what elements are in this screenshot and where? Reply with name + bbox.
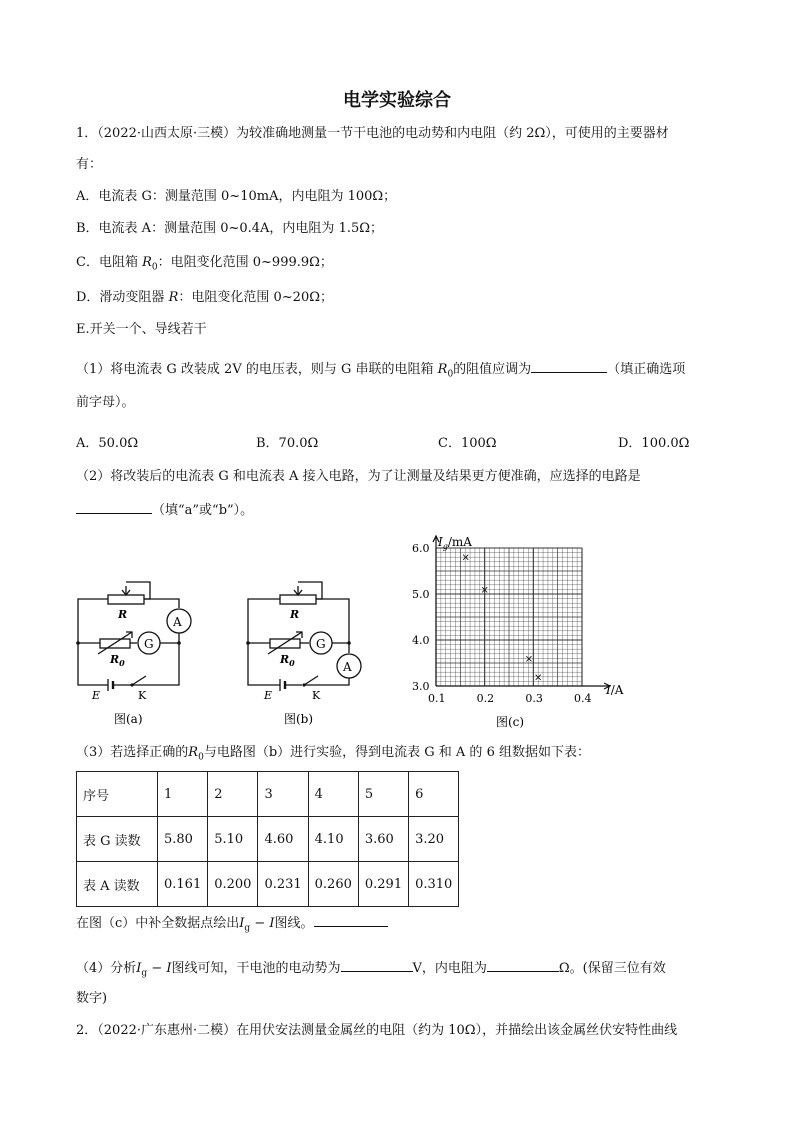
caption-b: 图(b) xyxy=(284,712,314,726)
data-point: × xyxy=(480,584,489,596)
label-ammeter: A xyxy=(343,660,352,674)
table-cell: 5.80 xyxy=(158,817,208,862)
page-title: 电学实验综合 xyxy=(343,90,451,111)
question-part1-line2: 前字母）。 xyxy=(76,395,135,410)
minus-sign: − xyxy=(147,961,167,976)
choice-d[interactable]: D．100.0Ω xyxy=(618,436,690,451)
question-part4-line2: 数字) xyxy=(76,991,108,1006)
table-cell: 0.161 xyxy=(158,862,208,907)
part1-text: （1）将电流表 G 改装成 2V 的电压表，则与 G 串联的电阻箱 xyxy=(76,362,434,377)
caption-c: 图(c) xyxy=(496,715,525,729)
answer-blank-1[interactable] xyxy=(531,359,607,373)
r0-subscript: 0 xyxy=(151,262,158,273)
question-part3b xyxy=(76,913,388,937)
data-point: × xyxy=(534,672,543,684)
r0-symbol: R xyxy=(142,255,152,270)
part3-text: （3）若选择正确的 xyxy=(76,745,189,760)
table-cell: 2 xyxy=(208,772,258,817)
q1-intro-line2: 有： xyxy=(76,157,103,172)
equipment-a: A．电流表 G：测量范围 0~10mA，内电阻为 100Ω； xyxy=(76,189,397,204)
ig-symbol: I xyxy=(136,961,142,976)
y-tick-label: 4.0 xyxy=(412,634,430,647)
caption-a: 图(a) xyxy=(114,712,143,726)
equipment-d-label: D．滑动变阻器 xyxy=(76,290,165,305)
choice-c[interactable]: C．100Ω xyxy=(438,436,497,451)
ig-subscript: g xyxy=(141,968,148,979)
part4-text-post: Ω。(保留三位有效 xyxy=(558,961,666,976)
switch-k xyxy=(304,676,318,685)
table-cell: 4.60 xyxy=(258,817,308,862)
table-cell: 3 xyxy=(258,772,308,817)
answer-blank-3[interactable] xyxy=(314,913,388,927)
table-cell: 0.310 xyxy=(409,862,459,907)
y-tick-label: 3.0 xyxy=(412,680,430,693)
label-galvanometer: G xyxy=(144,637,154,651)
answer-blank-emf[interactable] xyxy=(341,958,413,972)
label-k: K xyxy=(312,689,321,702)
equipment-b: B．电流表 A：测量范围 0~0.4A，内电阻为 1.5Ω； xyxy=(76,221,384,236)
y-axis-label: $I_g/mA$ xyxy=(438,535,472,551)
label-e: E xyxy=(92,689,101,702)
i-symbol: I xyxy=(166,961,172,976)
i-symbol: I xyxy=(269,916,275,931)
data-point: × xyxy=(524,653,534,665)
x-tick-label: 0.1 xyxy=(428,692,446,705)
circuit-diagram-b xyxy=(240,570,370,730)
graph-c xyxy=(400,530,640,730)
r0-symbol: R xyxy=(188,745,199,760)
table-cell: 0.200 xyxy=(208,862,258,907)
label-e: E xyxy=(264,689,273,702)
question-part2-line2 xyxy=(76,500,253,519)
q1-intro-line1: 1．（2022·山西太原·三模）为较准确地测量一节干电池的电动势和内电阻（约 2Ω），可使用的主要器材 xyxy=(76,126,669,141)
minus-sign: − xyxy=(250,916,270,931)
table-row xyxy=(77,817,459,862)
chart-points xyxy=(461,553,542,684)
r0-subscript: 0 xyxy=(447,369,454,380)
part3-text-post: 与电路图（b）进行实验，得到电流表 G 和 A 的 6 组数据如下表： xyxy=(203,745,590,760)
part4-text-mid3: V，内电阻为 xyxy=(412,961,487,976)
table-row-header: 序号 xyxy=(77,772,158,817)
equipment-d-desc: ：电阻变化范围 0~20Ω； xyxy=(178,290,333,305)
data-table xyxy=(76,771,459,907)
question-part1 xyxy=(76,359,685,383)
table-cell: 6 xyxy=(409,772,459,817)
equipment-c-label: C．电阻箱 xyxy=(76,255,138,270)
x-axis-label: I/A xyxy=(606,683,624,697)
part1-text-post: （填正确选项 xyxy=(607,362,686,377)
question-part4 xyxy=(76,958,666,982)
switch-k xyxy=(132,676,146,685)
table-cell: 3.20 xyxy=(409,817,459,862)
x-tick-label: 0.4 xyxy=(574,692,592,705)
label-k: K xyxy=(138,689,147,702)
table-cell: 4.10 xyxy=(308,817,358,862)
x-tick-label: 0.3 xyxy=(525,692,543,705)
table-row xyxy=(77,862,459,907)
y-tick-label: 6.0 xyxy=(412,542,430,555)
r0-subscript: 0 xyxy=(198,752,204,763)
table-cell: 0.231 xyxy=(258,862,308,907)
question-part3 xyxy=(76,745,590,766)
part3b-text: 在图（c）中补全数据点绘出 xyxy=(76,916,240,931)
equipment-c xyxy=(76,255,333,276)
label-r: R xyxy=(118,608,128,621)
choice-b[interactable]: B．70.0Ω xyxy=(256,436,319,451)
question-part2: （2）将改装后的电流表 G 和电流表 A 接入电路，为了让测量及结果更方便准确，应选择的电路是 xyxy=(76,469,641,484)
label-r0: $R_0$ xyxy=(280,653,295,668)
ig-symbol: I xyxy=(239,916,245,931)
q2-intro-line1: 2．（2022·广东惠州·二模）在用伏安法测量金属丝的电阻（约为 10Ω），并描绘出该金属丝伏安特性曲线 xyxy=(76,1023,678,1038)
label-galvanometer: G xyxy=(316,637,326,651)
part1-text-mid: 的阻值应调为 xyxy=(453,362,532,377)
part2-text-post: （填“a”或“b”）。 xyxy=(152,503,254,518)
circuit-diagram-a xyxy=(70,570,200,730)
equipment-c-desc: ：电阻变化范围 0~999.9Ω； xyxy=(157,255,333,270)
chart-grid xyxy=(436,548,582,686)
r0-symbol: R xyxy=(437,362,448,377)
equipment-e: E.开关一个、导线若干 xyxy=(76,322,207,337)
x-tick-label: 0.2 xyxy=(476,692,495,705)
data-point: × xyxy=(461,552,470,564)
rheostat-r xyxy=(108,595,144,604)
label-r0: $R_0$ xyxy=(110,653,125,668)
y-tick-label: 5.0 xyxy=(412,588,430,601)
part4-text: （4）分析 xyxy=(76,961,137,976)
label-r: R xyxy=(290,608,300,621)
table-cell: 1 xyxy=(158,772,208,817)
table-cell: 5.10 xyxy=(208,817,258,862)
part4-text-mid: 图线可知，干电池的电动势为 xyxy=(171,961,341,976)
table-cell: 4 xyxy=(308,772,358,817)
label-ammeter: A xyxy=(173,615,182,629)
equipment-d xyxy=(76,290,333,306)
r-symbol: R xyxy=(168,290,179,305)
table-cell: 5 xyxy=(358,772,408,817)
choice-a[interactable]: A．50.0Ω xyxy=(76,436,139,451)
table-cell: 0.260 xyxy=(308,862,358,907)
rheostat-r xyxy=(280,595,316,604)
answer-blank-2[interactable] xyxy=(76,500,152,514)
table-cell: 3.60 xyxy=(358,817,408,862)
table-row-header: 表 G 读数 xyxy=(77,817,158,862)
table-row-header: 表 A 读数 xyxy=(77,862,158,907)
part3b-text-post: 图线。 xyxy=(274,916,314,931)
answer-blank-resistance[interactable] xyxy=(487,958,559,972)
table-row xyxy=(77,772,459,817)
table-cell: 0.291 xyxy=(358,862,408,907)
ig-subscript: g xyxy=(244,923,251,934)
